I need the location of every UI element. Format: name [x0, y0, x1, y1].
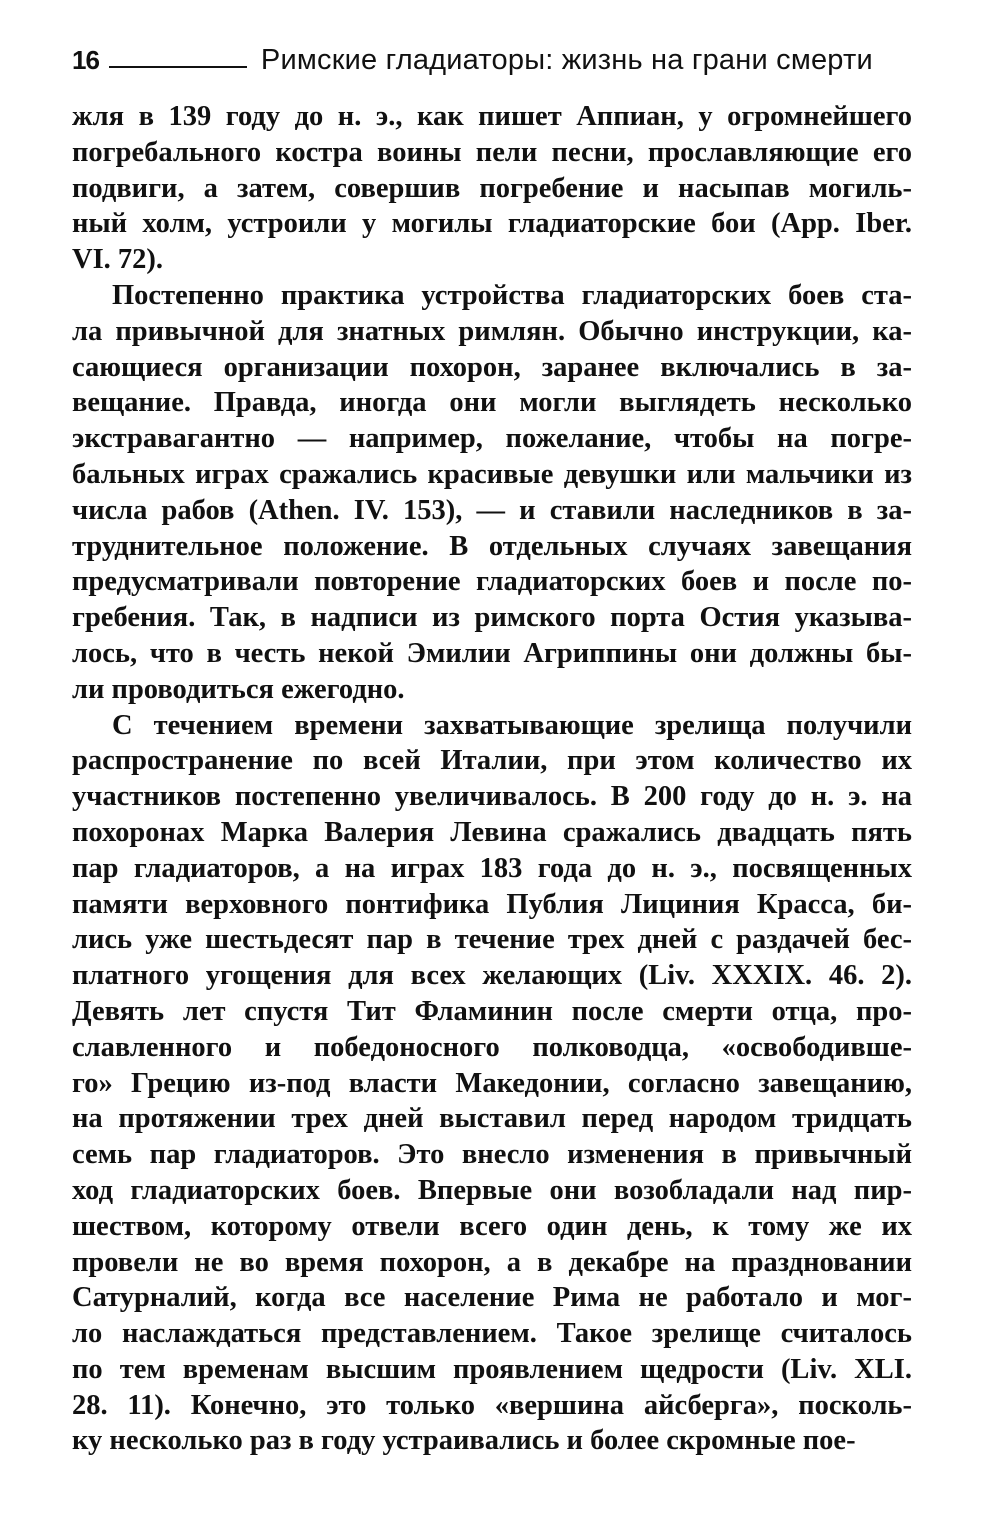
text-line: С течением времени захватывающие зрелища получили: [112, 709, 912, 741]
text-line: бальных играх сражались красивые девушки или мальчики из: [72, 458, 912, 490]
paragraph: [72, 99, 912, 278]
text-line: распространение по всей Италии, при этом количество их: [72, 745, 912, 777]
text-line: 28. 11). Конечно, это только «вершина айсберга», посколь-: [72, 1389, 912, 1421]
text-line: лись уже шестьдесят пар в течение трех дней с раздачей бес-: [72, 924, 912, 956]
text-line: погребального костра воины пели песни, прославляющие его: [72, 136, 912, 168]
text-line: похоронах Марка Валерия Левина сражались двадцать пять: [72, 816, 912, 848]
text-line: семь пар гладиаторов. Это внесло изменения в привычный: [72, 1139, 912, 1171]
text-line: платного угощения для всех желающих (Liv. XXXIX. 46. 2).: [72, 960, 912, 992]
text-line: лось, что в честь некой Эмилии Агриппины они должны бы-: [72, 637, 912, 669]
text-line: вещание. Правда, иногда они могли выглядеть несколько: [72, 387, 912, 419]
text-line: числа рабов (Athen. IV. 153), — и ставили наследников в за-: [72, 494, 912, 526]
page-number: 16: [72, 44, 99, 75]
text-line: VI. 72).: [72, 244, 164, 276]
text-line: ла привычной для знатных римлян. Обычно инструкции, ка-: [72, 315, 912, 347]
text-line: по тем временам высшим проявлением щедрости (Liv. XLI.: [72, 1353, 912, 1385]
running-title: Римские гладиаторы: жизнь на грани смерти: [260, 43, 873, 76]
text-line: гребения. Так, в надписи из римского порта Остия указыва-: [72, 602, 912, 634]
text-line: подвиги, а затем, совершив погребение и насыпав могиль-: [72, 172, 912, 204]
text-line: провели не во время похорон, а в декабре на праздновании: [72, 1246, 912, 1278]
text-line: ку несколько раз в году устраивались и более скромные пое-: [72, 1425, 856, 1457]
paragraph: [72, 708, 912, 1460]
text-line: шеством, которому отвели всего один день, к тому же их: [72, 1210, 912, 1242]
text-line: предусматривали повторение гладиаторских боев и после по-: [72, 566, 912, 598]
text-line: участников постепенно увеличивалось. В 200 году до н. э. на: [72, 781, 912, 813]
header-rule: [109, 66, 247, 68]
text-line: экстравагантно — например, пожелание, чтобы на погре-: [72, 423, 912, 455]
text-line: жля в 139 году до н. э., как пишет Аппиан, у огромнейшего: [72, 101, 912, 132]
text-line: Постепенно практика устройства гладиаторских боев ста-: [112, 279, 912, 311]
text-line: ло наслаждаться представлением. Такое зрелище считалось: [72, 1318, 912, 1350]
text-line: ный холм, устроили у могилы гладиаторские бои (App. Iber.: [72, 208, 912, 240]
text-line: на протяжении трех дней выставил перед народом тридцать: [72, 1103, 912, 1135]
body-text: [72, 99, 912, 1459]
text-line: Сатурналий, когда все население Рима не работало и мог-: [72, 1282, 912, 1314]
text-line: ли проводиться ежегодно.: [72, 673, 405, 705]
text-line: славленного и победоносного полководца, «освободивше-: [72, 1031, 912, 1063]
paragraph: [72, 278, 912, 708]
text-line: Девять лет спустя Тит Фламинин после смерти отца, про-: [72, 995, 912, 1027]
text-line: пар гладиаторов, а на играх 183 года до н. э., посвященных: [72, 852, 912, 884]
page-header: [72, 40, 910, 80]
text-line: сающиеся организации похорон, заранее включались в за-: [72, 351, 912, 383]
text-line: труднительное положение. В отдельных случаях завещания: [72, 530, 912, 562]
text-line: ход гладиаторских боев. Впервые они возобладали над пир-: [72, 1174, 912, 1206]
text-line: го» Грецию из-под власти Македонии, согласно завещанию,: [72, 1067, 912, 1099]
text-line: памяти верховного понтифика Публия Лициния Красса, би-: [72, 888, 912, 920]
